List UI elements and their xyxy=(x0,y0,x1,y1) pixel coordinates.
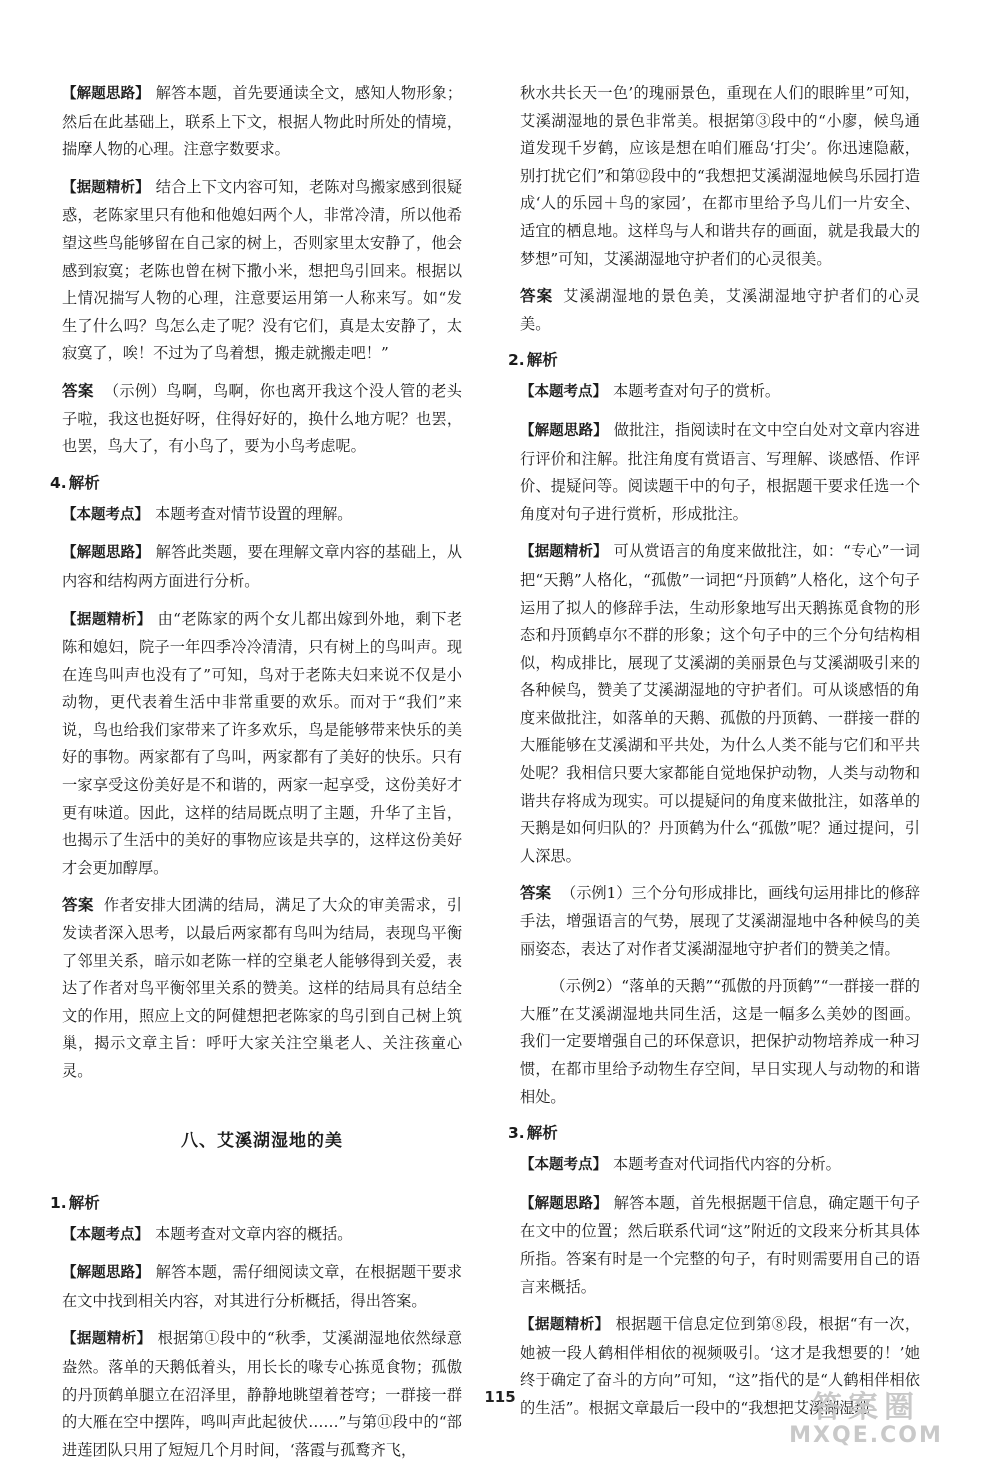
watermark-bottom-text: MXQE.COM xyxy=(789,1423,943,1448)
paragraph-text: 做批注，指阅读时在文中空白处对文章内容进行评价和注解。批注角度有赏语言、写理解、谈感悟、作评价、提疑问等。阅读题干中的句子，根据题干要求任选一个角度对句子进行赏析，形成批注。 xyxy=(520,420,921,523)
paragraph-text: 结合上下文内容可知，老陈对鸟搬家感到很疑惑，老陈家里只有他和他媳妇两个人，非常冷清，所以他希望这些鸟能够留在自己家的树上，否则家里太安静了，他会感到寂寞；老陈也曾在树下撒小米，想把鸟引回来。根据以上情况揣写人物的心理，注意要运用第一人称来写。如“发生了什么吗？鸟怎么走了呢？没有它们，真是太安静了，太寂寞了，唉！不过为了鸟着想，搬走就搬走吧！” xyxy=(62,177,463,363)
tag-label: 【本题考点】 xyxy=(520,1157,607,1174)
q1-ideas-paragraph xyxy=(62,1259,462,1315)
q3-ideas-paragraph xyxy=(520,1190,920,1301)
paragraph-text: 本题考查对句子的赏析。 xyxy=(613,382,781,401)
q1-point-paragraph xyxy=(62,1221,462,1250)
q1-heading xyxy=(50,1191,462,1215)
tag-label: 【解题思路】 xyxy=(62,86,150,102)
question-heading-label: 解析 xyxy=(68,473,100,492)
tag-label: 【解题思路】 xyxy=(520,1195,608,1212)
q4-ideas-paragraph xyxy=(62,539,462,595)
q2-heading xyxy=(508,348,920,372)
q3-heading xyxy=(508,1121,920,1145)
q2-answer-example2: （示例2）“落单的天鹅”“孤傲的丹顶鹤”“一群接一群的大雁”在艾溪湖湿地共同生活，这是一幅多么美妙的图画。我们一定要增强自己的环保意识，把保护动物培养成一种习惯，在都市里给予动物生存空间，早日实现人与动物的和谐相处。 xyxy=(520,977,920,1106)
paragraph-text: 解答本题，需仔细阅读文章，在根据题干要求在文中找到相关内容，对其进行分析概括，得出答案。 xyxy=(62,1263,463,1310)
tag-label: 【解题思路】 xyxy=(62,545,150,562)
tag-label: 【本题考点】 xyxy=(62,506,149,523)
right-column xyxy=(508,80,921,1433)
paragraph-text: （示例）鸟啊，鸟啊，你也离开我这个没人管的老头子啦，我这也挺好呀，住得好好的，换什么地方呢？也罢，也罢，鸟大了，有小鸟了，要为小鸟考虑呢。 xyxy=(62,381,462,456)
q4-heading xyxy=(50,471,462,495)
q2-ideas-paragraph xyxy=(520,417,920,528)
answer-label: 答案 xyxy=(520,287,554,306)
tag-label: 【本题考点】 xyxy=(520,384,607,401)
answer-label: 答案 xyxy=(520,884,552,903)
tag-label: 【本题考点】 xyxy=(62,1226,149,1243)
paragraph-text: 本题考查对文章内容的概括。 xyxy=(155,1224,353,1243)
paragraph-text: 艾溪湖湿地的景色美，艾溪湖湿地守护者们的心灵美。 xyxy=(520,287,920,333)
tag-label: 【据题精析】 xyxy=(62,1331,152,1348)
paragraph-text: 根据第①段中的“秋季，艾溪湖湿地依然绿意盎然。落单的天鹅低着头，用长长的喙专心拣觅食物；孤傲的丹顶鹤单腿立在沼泽里，静静地眺望着苍穹；一群接一群的大雁在空中摆阵，鸣叫声此起彼伏……”与第⑪段中的“部进莲团队只用了短短几个月时间，‘落霞与孤鹜齐飞， xyxy=(62,1329,462,1459)
question-heading-label: 解析 xyxy=(68,1193,100,1212)
q1-answer-paragraph xyxy=(520,283,920,338)
q4-point-paragraph xyxy=(62,501,462,530)
watermark-logo xyxy=(746,1392,986,1450)
q2-answer-paragraph xyxy=(520,880,920,963)
q3-point-paragraph xyxy=(520,1151,920,1180)
tag-label: 【据题精析】 xyxy=(520,544,608,561)
paragraph-text: 根据题干信息定位到第⑧段，根据“有一次，她被一段人鹤相伴相依的视频吸引。‘这才是我想要的！’她终于确定了奋斗的方向”可知，“这”指代的是“人鹤相伴相依的生活”。根据文章最后一段中的“我想把艾溪湖湿地 xyxy=(520,1315,920,1417)
tag-label: 【解题思路】 xyxy=(62,1265,150,1282)
q3-analysis-paragraph xyxy=(62,174,462,368)
left-column xyxy=(50,80,463,1474)
paragraph-text: 本题考查对情节设置的理解。 xyxy=(155,504,353,523)
tag-label: 【据题精析】 xyxy=(62,611,152,628)
paragraph-text: 解答本题，首先要通读全文，感知人物形象；然后在此基础上，联系上下文，根据人物此时所处的情境，揣摩人物的心理。注意字数要求。 xyxy=(62,84,463,159)
page-number: 115 xyxy=(484,1388,516,1406)
question-number: 2. xyxy=(508,351,525,370)
q3-answer-paragraph xyxy=(62,378,462,461)
q4-answer-paragraph xyxy=(62,892,462,1085)
q3-ideas-paragraph xyxy=(62,80,462,164)
paragraph-text: 本题考查对代词指代内容的分析。 xyxy=(613,1155,841,1174)
watermark-top-text: 答案圈 xyxy=(812,1390,920,1425)
section-title: 八、艾溪湖湿地的美 xyxy=(181,1130,343,1151)
question-heading-label: 解析 xyxy=(526,351,558,370)
q4-analysis-paragraph xyxy=(62,606,462,883)
paragraph-text: （示例1）三个分句形成排比，画线句运用排比的修辞手法，增强语言的气势，展现了艾溪湖湿地中各种候鸟的美丽姿态，表达了对作者艾溪湖湿地守护者们的赞美之情。 xyxy=(520,884,920,958)
paragraph-text: 解答此类题，要在理解文章内容的基础上，从内容和结构两方面进行分析。 xyxy=(62,543,463,590)
tag-label: 【据题精析】 xyxy=(520,1317,610,1334)
q2-analysis-paragraph xyxy=(520,538,920,870)
question-heading-label: 解析 xyxy=(526,1124,558,1143)
paragraph-text: 作者安排大团满的结局，满足了大众的审美需求，引发读者深入思考，以最后两家都有鸟叫为结局，表现鸟平衡了邻里关系，暗示如老陈一样的空巢老人能够得到关爱，表达了作者对鸟平衡邻里关系的赞美。这样的结局具有总结全文的作用，照应上文的阿健想把老陈家的鸟引到自己树上筑巢，揭示文章主旨：呼吁大家关注空巢老人、关注孩童心灵。 xyxy=(62,896,462,1080)
tag-label: 【据题精析】 xyxy=(62,179,150,196)
answer-label: 答案 xyxy=(62,381,94,400)
question-number: 1. xyxy=(50,1193,67,1212)
question-number: 4. xyxy=(50,473,67,492)
question-number: 3. xyxy=(508,1124,525,1143)
paragraph-text: 由“老陈家的两个女儿都出嫁到外地，剩下老陈和媳妇，院子一年四季冷冷清清，只有树上的鸟叫声。现在连鸟叫声也没有了”可知，鸟对于老陈夫妇来说不仅是小动物，更代表着生活中非常重要的欢乐。而对于“我们”来说，鸟也给我们家带来了许多欢乐，鸟是能够带来快乐的美好的事物。两家都有了鸟叫，两家都有了美好的快乐。只有一家享受这份美好是不和谐的，两家一起享受，这份美好才更有味道。因此，这样的结局既点明了主题，升华了主旨，也揭示了生活中的美好的事物应该是共享的，这样这份美好才会更加醇厚。 xyxy=(62,609,462,877)
answer-label: 答案 xyxy=(62,896,94,915)
q2-point-paragraph xyxy=(520,378,920,407)
tag-label: 【解题思路】 xyxy=(520,422,608,439)
q1-analysis-continued: 秋水共长天一色’的瑰丽景色，重现在人们的眼眸里”可知，艾溪湖湿地的景色非常美。根据第③段中的“小廖，候鸟通道发现千岁鹤，应该是想在咱们雁岛‘打尖’。你迅速隐蔽，别打扰它们”和第⑫段中的“我想把艾溪湖湿地候鸟乐园打造成‘人的乐园＋鸟的家园’，在都市里给予鸟儿们一片安全、适宜的栖息地。这样鸟与人和谐共存的画面，就是我最大的梦想”可知，艾溪湖湿地守护者们的心灵很美。 xyxy=(520,84,920,268)
paragraph-text: 解答本题，首先根据题干信息，确定题干句子在文中的位置；然后联系代词“这”附近的文段来分析其具体所指。答案有时是一个完整的句子，有时则需要用自己的语言来概括。 xyxy=(520,1193,921,1296)
paragraph-text: 可从赏语言的角度来做批注，如：“专心”一词把“天鹅”人格化，“孤傲”一词把“丹顶鹤”人格化，这个句子运用了拟人的修辞手法，生动形象地写出天鹅拣觅食物的形态和丹顶鹤卓尔不群的形象；这个句子中的三个分句结构相似，构成排比，展现了艾溪湖的美丽景色与艾溪湖吸引来的各种候鸟，赞美了艾溪湖湿地的守护者们。可从谈感悟的角度来做批注，如落单的天鹅、孤傲的丹顶鹤、一群接一群的大雁能够在艾溪湖和平共处，为什么人类不能与它们和平共处呢？我相信只要大家都能自觉地保护动物，人类与动物和谐共存将成为现实。可以提疑问的角度来做批注，如落单的天鹅是如何归队的？丹顶鹤为什么“孤傲”呢？通过提问，引人深思。 xyxy=(520,542,920,865)
